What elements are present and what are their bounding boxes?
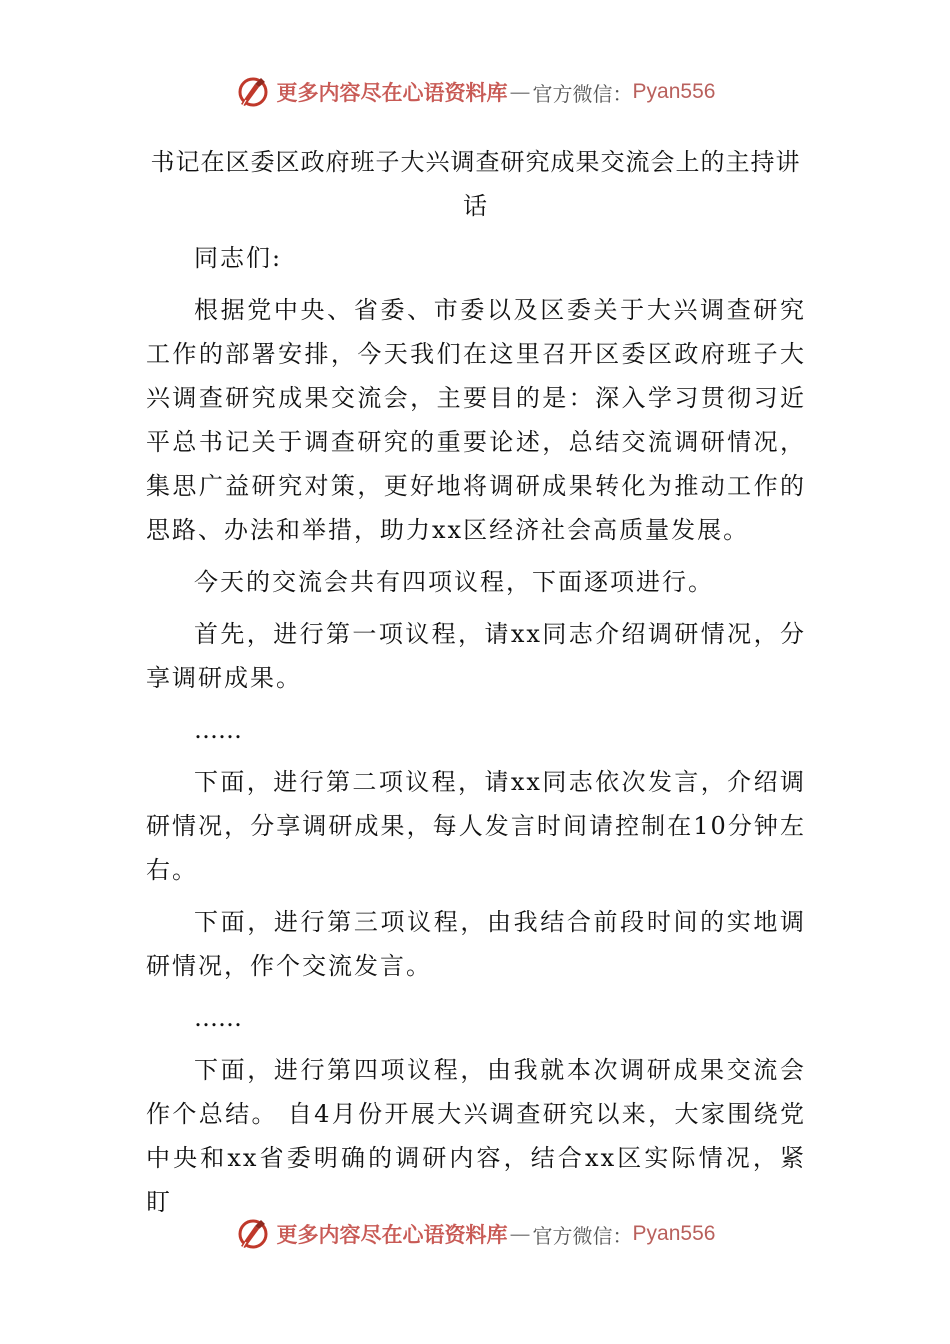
wechat-id: Pyan556 [632, 80, 716, 103]
document-title: 书记在区委区政府班子大兴调查研究成果交流会上的主持讲话 [150, 148, 801, 220]
paragraph-ellipsis: …… [194, 716, 242, 744]
promo-text: 更多内容尽在心语资料库 [276, 80, 508, 105]
paragraph-ellipsis: …… [194, 1004, 242, 1032]
paragraph-agenda-item-1: 首先，进行第一项议程，请xx同志介绍调研情况，分享调研成果。 [146, 620, 806, 692]
paragraph-agenda: 今天的交流会共有四项议程，下面逐项进行。 [194, 568, 714, 596]
header-watermark [0, 72, 950, 112]
wechat-label: 官方微信： [532, 1223, 633, 1248]
paragraph-agenda-item-4: 下面，进行第四项议程，由我就本次调研成果交流会作个总结。 自4月份开展大兴调查研究以来，大家围绕党中央和xx省委明确的调研内容，结合xx区实际情况，紧盯 [146, 1056, 806, 1216]
wechat-id: Pyan556 [632, 1222, 716, 1245]
pen-logo-icon [235, 1216, 271, 1252]
paragraph-purpose: 根据党中央、省委、市委以及区委关于大兴调查研究工作的部署安排，今天我们在这里召开区委区政府班子大兴调查研究成果交流会，主要目的是：深入学习贯彻习近平总书记关于调查研究的重要论述，总结交流调研情况，集思广益研究对策，更好地将调研成果转化为推动工作的思路、办法和举措，助力xx区经济社会高质量发展。 [146, 296, 806, 544]
document-body [146, 236, 806, 1232]
paragraph-agenda-item-3: 下面，进行第三项议程，由我结合前段时间的实地调研情况，作个交流发言。 [146, 908, 806, 980]
separator-dash: — [509, 80, 531, 104]
salutation: 同志们: [194, 244, 283, 272]
pen-logo-icon [235, 74, 271, 110]
separator-dash: — [509, 1222, 531, 1246]
paragraph-agenda-item-2: 下面，进行第二项议程，请xx同志依次发言，介绍调研情况，分享调研成果，每人发言时间请控制在10分钟左右。 [146, 768, 806, 884]
promo-text: 更多内容尽在心语资料库 [276, 1222, 508, 1247]
wechat-label: 官方微信： [532, 81, 633, 106]
footer-watermark [0, 1214, 950, 1254]
